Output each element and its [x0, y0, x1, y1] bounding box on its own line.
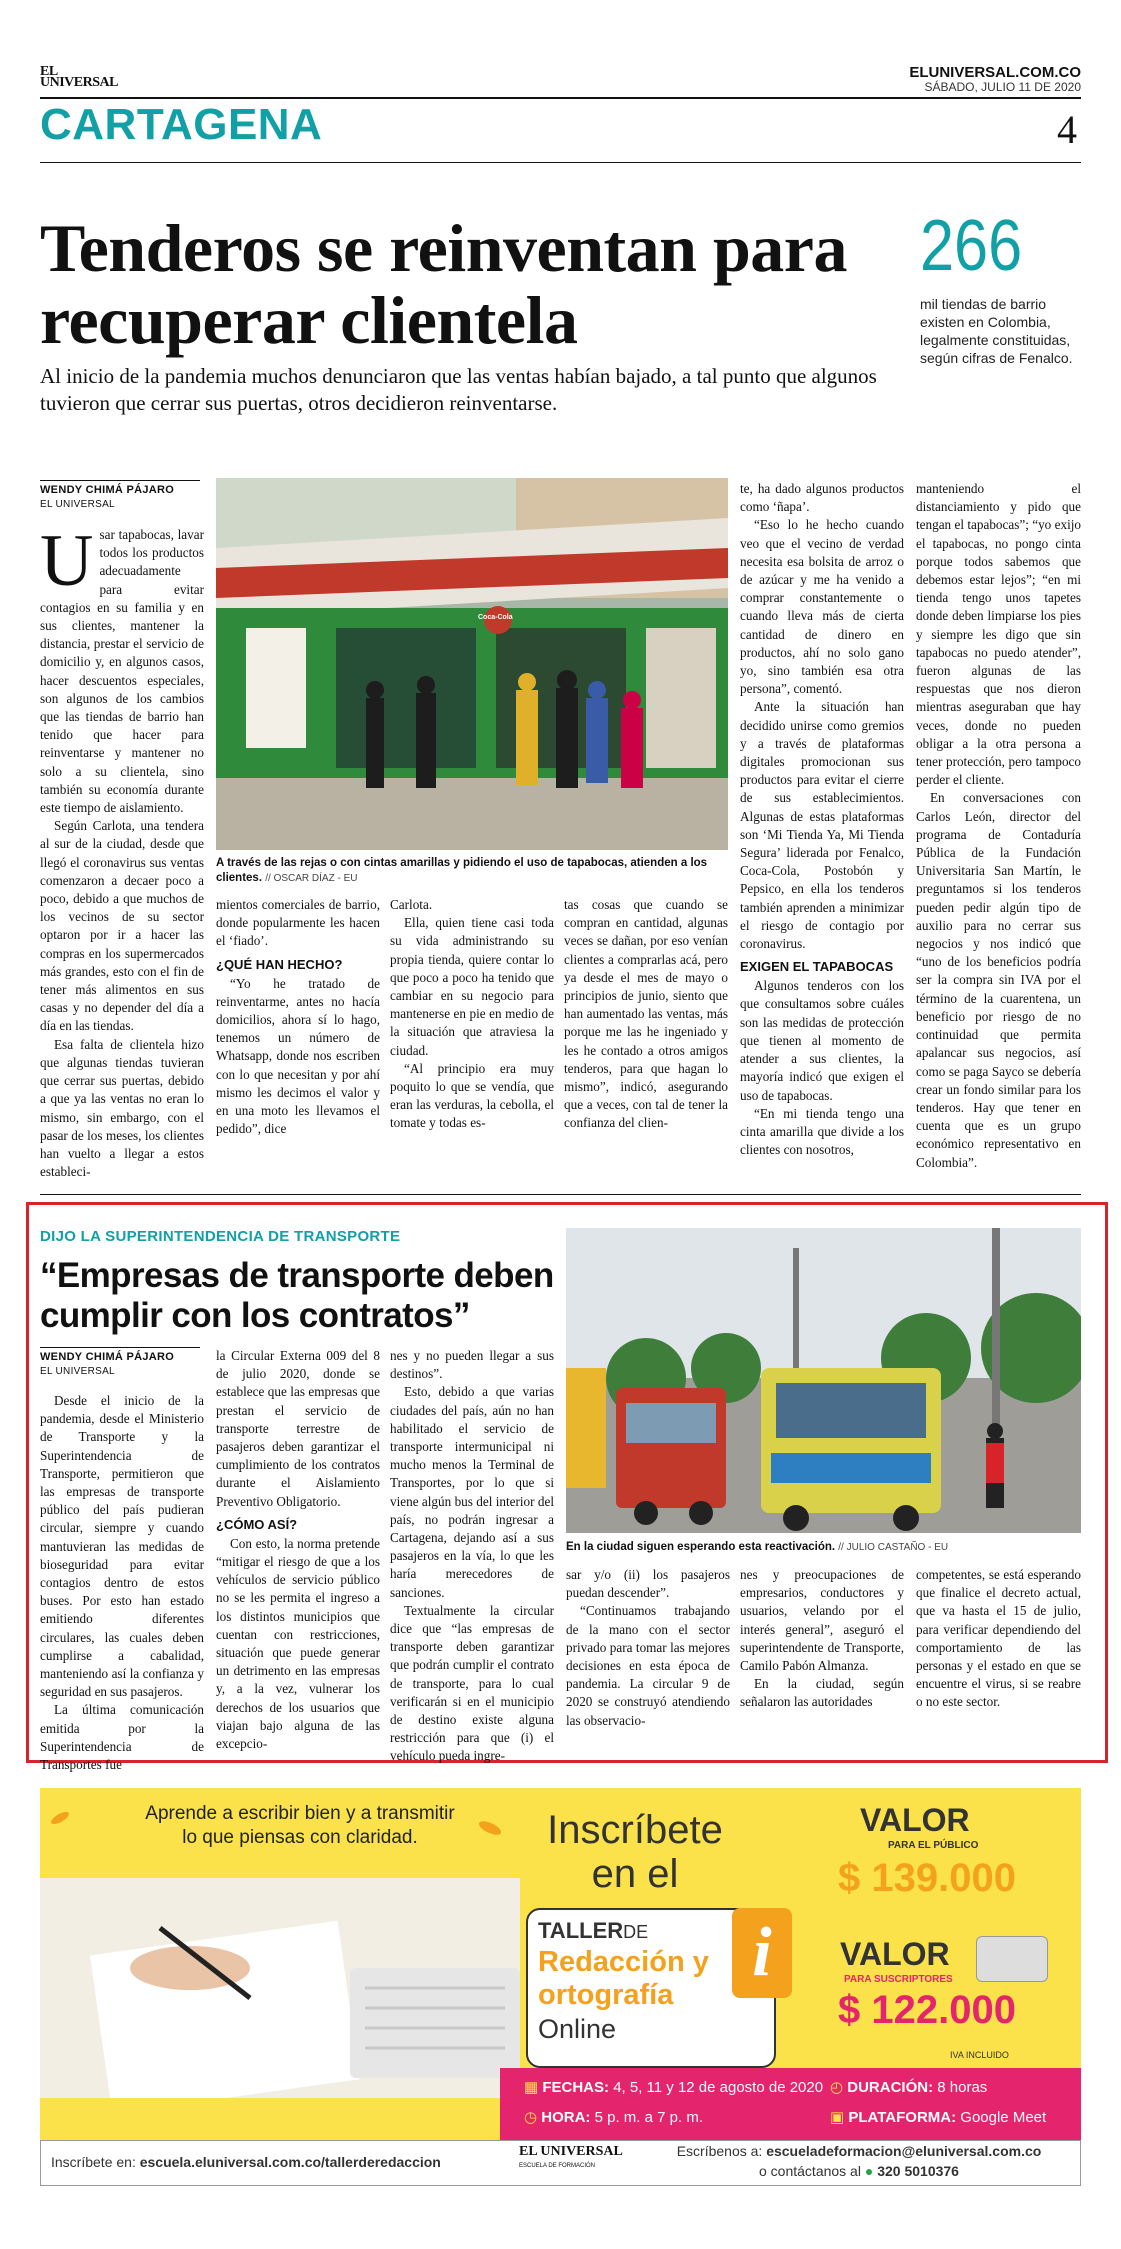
story2-headline: “Empresas de transporte deben cumplir con los contratos” [40, 1256, 554, 1335]
plataforma-line: ▣ PLATAFORMA: Google Meet [830, 2109, 1047, 2126]
issue-date: SÁBADO, JULIO 11 DE 2020 [924, 80, 1081, 94]
coca-cola-sign: Coca-Cola [478, 614, 513, 621]
paragraph: nes y no pueden llegar a sus destinos”. [390, 1348, 554, 1382]
meet-icon: ▣ [830, 2109, 849, 2126]
paragraph: Según Carlota, una tendera al sur de la ciudad, desde que llegó el coronavirus sus ventas comenzaron a decaer poco a poco, debido a que muchos de los vecinos de su sector optaron por ir a hacer las compras en los supermercados más grandes, esto con el fin de tener más alimentos en sus casas y no depender del día a día en las tiendas. [40, 818, 204, 1034]
top-rule [40, 97, 1081, 99]
bus-photo-illustration [566, 1228, 1081, 1533]
story2-column-4 [566, 1566, 730, 1730]
subhead: ¿QUÉ HAN HECHO? [216, 956, 343, 972]
contact-email[interactable]: escueladeformacion@eluniversal.com.co [766, 2143, 1042, 2159]
valor-public-sub: PARA EL PÚBLICO [888, 1840, 979, 1851]
fechas-line: ▦ FECHAS: 4, 5, 11 y 12 de agosto de 2020 [524, 2079, 824, 2096]
paragraph: mientos comerciales de barrio, donde popularmente les hacen el ‘fiado’. [216, 897, 380, 949]
paragraph: Esa falta de clientela hizo que algunas tiendas tuvieran que cerrar sus puertas, debido a que ya las ventas no eran lo mismo, sin embargo, con el pasar de los meses, los clientes han vuelto a llegar a estos estableci- [40, 1036, 204, 1180]
byline-publication: EL UNIVERSAL [40, 499, 115, 510]
course-details-band [500, 2068, 1081, 2140]
price-public: $ 139.000 [838, 1856, 1016, 1900]
story-deck: Al inicio de la pandemia muchos denunciaron que las ventas habían bajado, a tal punto que algunos tuvieron que cerrar sus puertas, otros decidieron reinventarse. [40, 364, 877, 415]
stat-text: mil tiendas de barrio existen en Colombia, legalmente constituidas, según cifras de Fenalco. [920, 296, 1073, 366]
whatsapp-icon: ● [864, 2163, 874, 2179]
story1-column-4 [564, 896, 728, 1133]
stat-number: 266 [920, 206, 1023, 286]
subhead: EXIGEN EL TAPABOCAS [740, 959, 894, 975]
paragraph: manteniendo el distanciamiento y pido que tengan el tapabocas”; “yo exijo el tapabocas, no pongo cinta porque todos sabemos que debemos estar lejos”; “en mi tienda tengo unos tapetes donde deben limpiarse los pies y siempre les digo que sin tapabocas no puedo atender”, fueron algunas de las respuestas que nos dieron mientras aseguraban que hay veces, donde no pueden obligar a la otra persona a tener protección, pero tampoco perder el cliente. [916, 481, 1081, 788]
writing-hand-illustration [40, 1878, 520, 2098]
byline-author: WENDY CHIMÁ PÁJARO [40, 1351, 175, 1363]
paragraph: la Circular Externa 009 del 8 de julio 2020, donde se establece que las empresas que prestan el servicio de transporte terrestre de pasajeros deben garantizar el cumplimiento de los contratos durante el Aislamiento Preventivo Obligatorio. [216, 1348, 380, 1509]
store-photo [216, 478, 728, 850]
taller-label: TALLERDE [538, 1918, 649, 1943]
story1-column-6 [916, 480, 1081, 1172]
paragraph: “En mi tienda tengo una cinta amarilla que divide a los clientes con nosotros, [740, 1105, 904, 1158]
paragraph: tas cosas que cuando se compran en cantidad, algunas veces se dañan, por eso venían clientes a comprarlas acá, pero ya desde el mes de mayo o principios de junio, siento que han aumentado las ventas, más porque me las he ingeniado y les he contado a otros amigos tenderos, para que hagan lo mismo”, indicó, asegurando que a veces, con tal de tener la confianza del clien- [564, 897, 728, 1131]
paragraph: Carlota. [390, 897, 433, 912]
signup-url[interactable]: escuela.eluniversal.com.co/tallerderedaccion [139, 2154, 441, 2170]
paragraph: “Eso lo he hecho cuando veo que el vecino de verdad necesita esa bolsita de arroz o de azúcar y me ha venido a comprar constantemente o cuando lleva más de cierta cantidad de dinero en productos, ahí no solo gano yo, sino también esa otra persona”, comentó. [740, 517, 904, 697]
contact-phone[interactable]: 320 5010376 [877, 2163, 959, 2179]
paragraph: sar y/o (ii) los pasajeros puedan descender”. [566, 1567, 730, 1601]
section-rule [40, 162, 1081, 163]
ad-logo: EL UNIVERSAL ESCUELA DE FORMACIÓN [519, 2144, 623, 2169]
online-label: Online [538, 2014, 617, 2044]
course-advertisement[interactable] [40, 1788, 1081, 2186]
signup-line: Inscríbete en: escuela.eluniversal.com.co/tallerderedaccion [51, 2154, 441, 2170]
byline-rule [40, 480, 200, 481]
duracion-line: ◴ DURACIÓN: 8 horas [830, 2079, 988, 2096]
subhead: ¿CÓMO ASÍ? [216, 1516, 298, 1532]
store-photo-illustration [216, 478, 728, 850]
paragraph: En la ciudad, según señalaron las autoridades [740, 1676, 904, 1710]
story2-column-5 [740, 1566, 904, 1712]
paragraph: “Yo he tratado de reinventarme, antes no hacía domicilios, ahora sí lo hago, tenemos un número de Whatsapp, donde nos escriben con lo que necesitan y por ahí mismo les decimos el valor y en una moto les llevamos el pedido”, dice [216, 975, 380, 1137]
photo-credit: // OSCAR DÍAZ - EU [265, 873, 358, 884]
story1-column-5 [740, 480, 904, 1159]
price-subscriber: $ 122.000 [838, 1988, 1016, 2032]
photo-credit: // JULIO CASTAÑO - EU [838, 1542, 949, 1553]
paragraph: En conversaciones con Carlos León, director del programa de Contaduría Pública de la Fundación Universitaria San Martín, le preguntamos si los tenderos pueden pedir algún tipo de auxilio para no cerrar sus negocios y nos indicó que “uno de los beneficios podría ser la compra sin IVA por el término de la cuarentena, un beneficio por riesgo de no continuidad que permita apalancar sus negocios, así como se paga Sayco se debería crear un fondo similar para los tenderos. Hay que tener en cuenta que es un grupo económico representativo en Colombia”. [916, 790, 1081, 1170]
ad-tagline: Aprende a escribir bien y a transmitir lo que piensas con claridad. [145, 1803, 455, 1848]
contact-band [40, 2140, 1081, 2186]
paragraph: La última comunicación emitida por la Superintendencia de Transportes fue [40, 1702, 204, 1773]
email-line: Escríbenos a: escueladeformacion@eluniversal.com.co [676, 2143, 1042, 2159]
story1-column-2 [216, 896, 380, 1138]
section-title: CARTAGENA [40, 100, 323, 149]
drop-cap: U [40, 520, 94, 602]
ad-inscribete: Inscríbete en el [547, 1808, 723, 1896]
story2-kicker: DIJO LA SUPERINTENDENCIA DE TRANSPORTE [40, 1228, 401, 1245]
valor-subscriber-label: VALOR [840, 1936, 950, 1972]
course-name: Redacción y ortografía [538, 1946, 709, 2011]
paragraph: te, ha dado algunos productos como ‘ñapa’. [740, 481, 904, 515]
paragraph: competentes, se está esperando que finalice el decreto actual, que va hasta el 15 de julio, para verificar dependiendo del comportamiento de las personas y el estado en que se encuentre el virus, si se reabre o no este sector. [916, 1567, 1081, 1710]
story-divider [40, 1194, 1081, 1195]
bus-photo [566, 1228, 1081, 1533]
story1-column-3 [390, 896, 554, 1133]
paragraph: Ante la situación han decidido unirse como gremios y a través de plataformas digitales promocionan sus productos para evitar el cierre de sus establecimientos. Algunas de estas plataformas son ‘Mi Tienda Ya, Mi Tienda Segura’ liderada por Fenalco, Coca-Cola, Postobón y Pepsico, en ella los tenderos también aprenden a minimizar el riesgo de contagio por coronavirus. [740, 699, 904, 952]
paragraph: Con esto, la norma pretende “mitigar el riesgo de que a los vehículos de servicio público no se les permita el ingreso a los distintos municipios que cuentan con restricciones, situación que puede generar un detrimento en las empresas y, a la vez, vulnerar los derechos de los usuarios que viajan bajo alguna de las excepcio- [216, 1535, 380, 1752]
timer-icon: ◴ [830, 2079, 848, 2096]
hora-line: ◷ HORA: 5 p. m. a 7 p. m. [524, 2109, 703, 2126]
paragraph: “Al principio era muy poquito lo que se vendía, que eran las verduras, la cebolla, el tomate y todas es- [390, 1060, 554, 1131]
paragraph: nes y preocupaciones de empresarios, conductores y usuarios, velando por el interés general”, aseguró el superintendente de Transporte, Camilo Pabón Almanza. [740, 1567, 904, 1674]
paragraph: Algunos tenderos con los que consultamos sobre cuáles son las medidas de protección que tienen al momento de atender a sus clientes, la mayoría indicó que exigen el uso de tapabocas. [740, 978, 904, 1103]
paragraph: Esto, debido a que varias ciudades del país, aún no han habilitado el servicio de transporte intermunicipal ni mucho menos la Terminal de Transportes, por lo que si viene algún bus del interior del país, no podrán ingresar a Cartagena, dejando así a sus pasajeros en la vía, lo que les haría merecedores de sanciones. [390, 1384, 554, 1600]
byline-publication: EL UNIVERSAL [40, 1366, 115, 1377]
byline-rule [40, 1347, 200, 1348]
paragraph: “Continuamos trabajando de la mano con el sector privado para tomar las mejores decisiones en esta época de pandemia. La circular 9 de 2020 se construyó atendiendo las observacio- [566, 1603, 730, 1728]
site-url[interactable]: ELUNIVERSAL.COM.CO [909, 64, 1081, 81]
newspaper-logo: EL UNIVERSAL [40, 64, 118, 90]
story2-column-6 [916, 1566, 1081, 1712]
info-icon: i [732, 1908, 792, 1998]
paragraph: Ella, quien tiene casi toda su vida administrando su propia tienda, quiere contar lo que poco a poco ha tenido que cambiar en su negocio para mantenerse en pie en medio de la situación que atraviesa la ciudad. [390, 915, 554, 1058]
story-headline: Tenderos se reinventan para recuperar clientela [40, 210, 847, 358]
valor-public-label: VALOR [860, 1802, 970, 1838]
clock-icon: ◷ [524, 2109, 542, 2126]
subscriber-card-icon [976, 1936, 1048, 1982]
page-number: 4 [1057, 107, 1077, 152]
valor-subscriber-sub: PARA SUSCRIPTORES [844, 1974, 953, 1985]
story2-column-3 [390, 1347, 554, 1766]
story2-column-2 [216, 1347, 380, 1753]
iva-note: IVA INCLUIDO [950, 2050, 1009, 2060]
paragraph: Textualmente la circular dice que “las empresas de transporte deben garantizar que podrán cumplir el contrato de transporte, para lo cual verificarán si en el municipio de destino existe alguna restricción para que (i) el vehículo pueda ingre- [390, 1602, 554, 1764]
photo-caption: En la ciudad siguen esperando esta reactivación. // JULIO CASTAÑO - EU [566, 1541, 949, 1553]
photo-caption: A través de las rejas o con cintas amarillas y pidiendo el uso de tapabocas, atienden a los clientes. // OSCAR DÍAZ - EU [216, 857, 708, 884]
story2-column-1 [40, 1392, 204, 1774]
byline-author: WENDY CHIMÁ PÁJARO [40, 484, 175, 496]
calendar-icon: ▦ [524, 2079, 543, 2096]
phone-line: o contáctanos al ● 320 5010376 [759, 2163, 959, 2179]
story1-column-1 [40, 520, 204, 1181]
paragraph: sar tapabocas, lavar todos los productos adecuadamente para evitar contagios en su familia y en sus clientes, mantener la distancia, prestar el servicio de domicilio y, en algunos casos, hacer descuentos especiales, son algunos de los cambios que las tiendas de barrio han tenido que hacer para reinventarse y mantener no solo a su clientela, sino también su economía durante este tiempo de aislamiento. [40, 527, 204, 816]
paragraph: Desde el inicio de la pandemia, desde el Ministerio de Transporte y la Superintendencia de Transporte, permitieron que las empresas de transporte público del país pudieran circular, siempre y cuando mantuvieran las medidas de bioseguridad para evitar contagios dentro de estos buses. Por esto han estado emitiendo diferentes circulares, las cuales deben cumplirse a cabalidad, manteniendo así la confianza y seguridad en sus pasajeros. [40, 1393, 204, 1700]
